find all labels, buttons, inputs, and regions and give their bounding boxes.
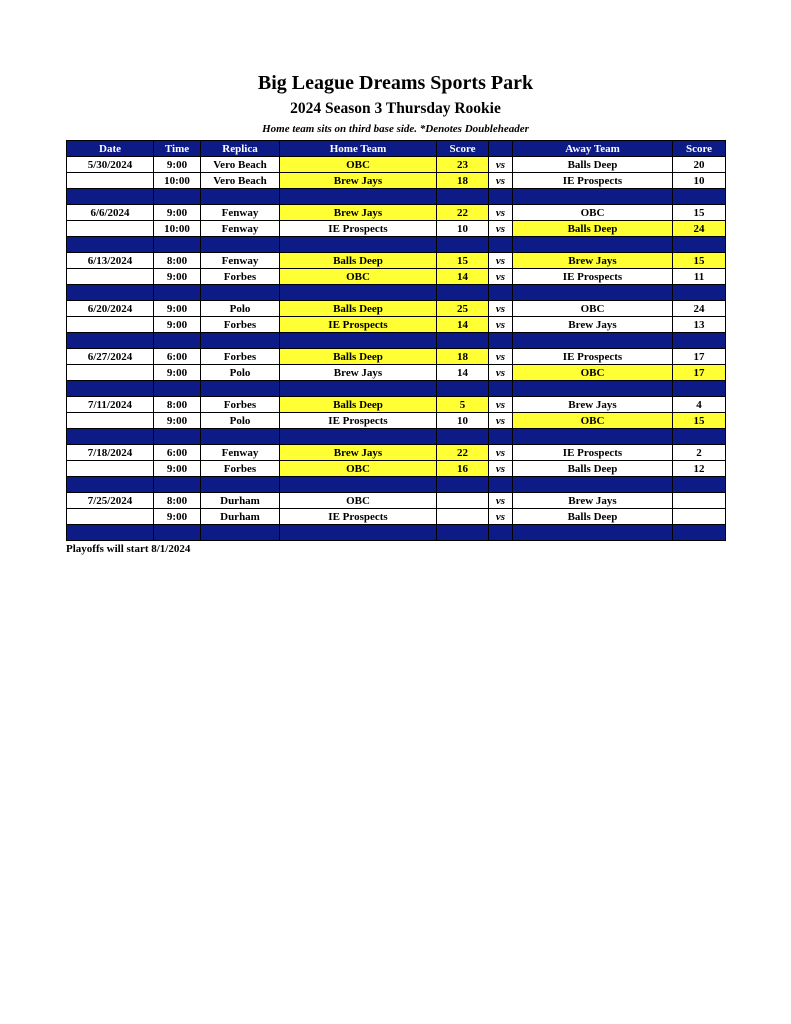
separator-cell [201, 477, 280, 493]
date-cell: 6/13/2024 [67, 253, 154, 269]
separator-cell [673, 477, 726, 493]
separator-cell [437, 477, 489, 493]
vs-cell: vs [489, 413, 513, 429]
separator-cell [154, 237, 201, 253]
separator-cell [673, 525, 726, 541]
time-cell: 8:00 [154, 253, 201, 269]
separator-cell [513, 381, 673, 397]
time-cell: 8:00 [154, 493, 201, 509]
home-team-cell: Brew Jays [280, 365, 437, 381]
date-cell: 7/18/2024 [67, 445, 154, 461]
week-separator-row [67, 285, 726, 301]
table-row [67, 301, 726, 317]
away-score-cell: 15 [673, 413, 726, 429]
time-cell: 9:00 [154, 461, 201, 477]
vs-cell: vs [489, 461, 513, 477]
away-score-cell: 12 [673, 461, 726, 477]
replica-cell: Polo [201, 413, 280, 429]
separator-cell [280, 429, 437, 445]
table-row [67, 509, 726, 525]
separator-cell [489, 429, 513, 445]
home-team-cell: Brew Jays [280, 205, 437, 221]
table-row [67, 157, 726, 173]
separator-cell [673, 381, 726, 397]
table-row [67, 397, 726, 413]
table-row [67, 205, 726, 221]
separator-cell [437, 429, 489, 445]
vs-cell: vs [489, 221, 513, 237]
away-team-cell: IE Prospects [513, 445, 673, 461]
separator-cell [280, 333, 437, 349]
replica-cell: Durham [201, 493, 280, 509]
vs-cell: vs [489, 157, 513, 173]
separator-cell [489, 189, 513, 205]
home-score-cell: 22 [437, 205, 489, 221]
date-cell [67, 317, 154, 333]
away-score-cell: 17 [673, 365, 726, 381]
col-header-away-team: Away Team [513, 141, 673, 157]
separator-cell [154, 429, 201, 445]
home-team-cell: OBC [280, 269, 437, 285]
replica-cell: Forbes [201, 461, 280, 477]
separator-cell [513, 333, 673, 349]
away-team-cell: OBC [513, 413, 673, 429]
away-team-cell: OBC [513, 205, 673, 221]
table-row [67, 461, 726, 477]
separator-cell [513, 189, 673, 205]
date-cell: 6/27/2024 [67, 349, 154, 365]
home-score-cell: 5 [437, 397, 489, 413]
home-score-cell: 18 [437, 173, 489, 189]
replica-cell: Forbes [201, 349, 280, 365]
away-team-cell: Brew Jays [513, 397, 673, 413]
home-team-cell: Brew Jays [280, 173, 437, 189]
separator-cell [437, 189, 489, 205]
separator-cell [489, 237, 513, 253]
separator-cell [673, 333, 726, 349]
home-team-cell: OBC [280, 461, 437, 477]
replica-cell: Polo [201, 365, 280, 381]
away-team-cell: IE Prospects [513, 173, 673, 189]
home-score-cell: 15 [437, 253, 489, 269]
time-cell: 9:00 [154, 413, 201, 429]
col-header-vs [489, 141, 513, 157]
schedule-table [66, 140, 726, 541]
separator-cell [489, 333, 513, 349]
separator-cell [154, 333, 201, 349]
separator-cell [154, 285, 201, 301]
time-cell: 6:00 [154, 445, 201, 461]
table-row [67, 253, 726, 269]
separator-cell [201, 285, 280, 301]
vs-cell: vs [489, 509, 513, 525]
separator-cell [201, 333, 280, 349]
separator-cell [489, 285, 513, 301]
time-cell: 10:00 [154, 221, 201, 237]
separator-cell [154, 381, 201, 397]
date-cell: 7/11/2024 [67, 397, 154, 413]
vs-cell: vs [489, 349, 513, 365]
time-cell: 9:00 [154, 317, 201, 333]
separator-cell [67, 477, 154, 493]
vs-cell: vs [489, 301, 513, 317]
replica-cell: Forbes [201, 317, 280, 333]
home-score-cell: 25 [437, 301, 489, 317]
home-team-cell: IE Prospects [280, 221, 437, 237]
away-score-cell: 2 [673, 445, 726, 461]
col-header-date: Date [67, 141, 154, 157]
separator-cell [673, 189, 726, 205]
date-cell [67, 221, 154, 237]
week-separator-row [67, 381, 726, 397]
away-team-cell: IE Prospects [513, 269, 673, 285]
away-team-cell: OBC [513, 365, 673, 381]
vs-cell: vs [489, 365, 513, 381]
separator-cell [513, 477, 673, 493]
separator-cell [513, 429, 673, 445]
home-score-cell: 18 [437, 349, 489, 365]
replica-cell: Fenway [201, 253, 280, 269]
home-team-cell: IE Prospects [280, 317, 437, 333]
replica-cell: Fenway [201, 445, 280, 461]
home-score-cell: 10 [437, 221, 489, 237]
date-cell [67, 461, 154, 477]
playoffs-note: Playoffs will start 8/1/2024 [66, 543, 191, 555]
separator-cell [280, 477, 437, 493]
home-team-cell: IE Prospects [280, 413, 437, 429]
separator-cell [437, 381, 489, 397]
home-score-cell [437, 509, 489, 525]
separator-cell [437, 525, 489, 541]
date-cell: 6/6/2024 [67, 205, 154, 221]
col-header-time: Time [154, 141, 201, 157]
week-separator-row [67, 237, 726, 253]
home-score-cell: 10 [437, 413, 489, 429]
away-score-cell: 13 [673, 317, 726, 333]
away-score-cell: 10 [673, 173, 726, 189]
separator-cell [280, 189, 437, 205]
separator-cell [280, 525, 437, 541]
time-cell: 9:00 [154, 157, 201, 173]
week-separator-row [67, 429, 726, 445]
time-cell: 10:00 [154, 173, 201, 189]
separator-cell [513, 237, 673, 253]
separator-cell [67, 381, 154, 397]
date-cell: 7/25/2024 [67, 493, 154, 509]
separator-cell [513, 285, 673, 301]
date-cell [67, 365, 154, 381]
vs-cell: vs [489, 269, 513, 285]
away-team-cell: Balls Deep [513, 157, 673, 173]
header-row [67, 141, 726, 157]
date-cell [67, 269, 154, 285]
vs-cell: vs [489, 205, 513, 221]
away-score-cell: 15 [673, 205, 726, 221]
time-cell: 6:00 [154, 349, 201, 365]
vs-cell: vs [489, 445, 513, 461]
separator-cell [67, 285, 154, 301]
date-cell: 5/30/2024 [67, 157, 154, 173]
table-row [67, 221, 726, 237]
date-cell [67, 173, 154, 189]
col-header-away-score: Score [673, 141, 726, 157]
date-cell: 6/20/2024 [67, 301, 154, 317]
col-header-home-team: Home Team [280, 141, 437, 157]
away-score-cell [673, 509, 726, 525]
vs-cell: vs [489, 253, 513, 269]
separator-cell [201, 525, 280, 541]
separator-cell [67, 237, 154, 253]
table-row [67, 269, 726, 285]
separator-cell [201, 429, 280, 445]
separator-cell [154, 477, 201, 493]
separator-cell [513, 525, 673, 541]
away-team-cell: Balls Deep [513, 509, 673, 525]
vs-cell: vs [489, 493, 513, 509]
away-score-cell: 15 [673, 253, 726, 269]
home-team-cell: IE Prospects [280, 509, 437, 525]
replica-cell: Fenway [201, 221, 280, 237]
replica-cell: Vero Beach [201, 173, 280, 189]
time-cell: 9:00 [154, 205, 201, 221]
separator-cell [489, 525, 513, 541]
separator-cell [489, 477, 513, 493]
home-score-cell: 14 [437, 365, 489, 381]
away-score-cell: 24 [673, 221, 726, 237]
table-row [67, 365, 726, 381]
away-score-cell: 11 [673, 269, 726, 285]
home-team-cell: Brew Jays [280, 445, 437, 461]
separator-cell [437, 333, 489, 349]
date-cell [67, 509, 154, 525]
separator-cell [280, 381, 437, 397]
home-score-cell: 14 [437, 317, 489, 333]
separator-cell [201, 189, 280, 205]
schedule-note: Home team sits on third base side. *Denotes Doubleheader [262, 123, 529, 135]
separator-cell [280, 237, 437, 253]
table-row [67, 317, 726, 333]
week-separator-row [67, 477, 726, 493]
replica-cell: Forbes [201, 397, 280, 413]
away-team-cell: Balls Deep [513, 221, 673, 237]
away-team-cell: IE Prospects [513, 349, 673, 365]
separator-cell [437, 285, 489, 301]
separator-cell [673, 429, 726, 445]
table-row [67, 349, 726, 365]
table-row [67, 493, 726, 509]
date-cell [67, 413, 154, 429]
home-score-cell: 22 [437, 445, 489, 461]
away-score-cell: 4 [673, 397, 726, 413]
replica-cell: Forbes [201, 269, 280, 285]
home-score-cell: 14 [437, 269, 489, 285]
separator-cell [154, 525, 201, 541]
vs-cell: vs [489, 317, 513, 333]
away-score-cell: 17 [673, 349, 726, 365]
page-title: Big League Dreams Sports Park [257, 72, 534, 94]
vs-cell: vs [489, 173, 513, 189]
separator-cell [67, 429, 154, 445]
schedule-body [67, 157, 726, 541]
week-separator-row [67, 333, 726, 349]
home-team-cell: Balls Deep [280, 301, 437, 317]
away-score-cell: 24 [673, 301, 726, 317]
replica-cell: Polo [201, 301, 280, 317]
week-separator-row [67, 189, 726, 205]
separator-cell [673, 285, 726, 301]
away-team-cell: Brew Jays [513, 493, 673, 509]
replica-cell: Vero Beach [201, 157, 280, 173]
vs-cell: vs [489, 397, 513, 413]
table-row [67, 445, 726, 461]
col-header-replica: Replica [201, 141, 280, 157]
home-score-cell [437, 493, 489, 509]
away-team-cell: OBC [513, 301, 673, 317]
separator-cell [201, 381, 280, 397]
replica-cell: Fenway [201, 205, 280, 221]
separator-cell [280, 285, 437, 301]
home-score-cell: 16 [437, 461, 489, 477]
table-row [67, 413, 726, 429]
away-score-cell: 20 [673, 157, 726, 173]
separator-cell [489, 381, 513, 397]
separator-cell [201, 237, 280, 253]
away-team-cell: Brew Jays [513, 253, 673, 269]
week-separator-row [67, 525, 726, 541]
away-team-cell: Balls Deep [513, 461, 673, 477]
separator-cell [673, 237, 726, 253]
away-score-cell [673, 493, 726, 509]
away-team-cell: Brew Jays [513, 317, 673, 333]
time-cell: 9:00 [154, 509, 201, 525]
home-team-cell: OBC [280, 493, 437, 509]
home-team-cell: Balls Deep [280, 349, 437, 365]
col-header-home-score: Score [437, 141, 489, 157]
home-score-cell: 23 [437, 157, 489, 173]
replica-cell: Durham [201, 509, 280, 525]
home-team-cell: OBC [280, 157, 437, 173]
separator-cell [437, 237, 489, 253]
separator-cell [154, 189, 201, 205]
time-cell: 9:00 [154, 365, 201, 381]
time-cell: 9:00 [154, 301, 201, 317]
separator-cell [67, 333, 154, 349]
home-team-cell: Balls Deep [280, 253, 437, 269]
time-cell: 8:00 [154, 397, 201, 413]
separator-cell [67, 189, 154, 205]
home-team-cell: Balls Deep [280, 397, 437, 413]
separator-cell [67, 525, 154, 541]
page-subtitle: 2024 Season 3 Thursday Rookie [290, 100, 501, 117]
time-cell: 9:00 [154, 269, 201, 285]
table-row [67, 173, 726, 189]
